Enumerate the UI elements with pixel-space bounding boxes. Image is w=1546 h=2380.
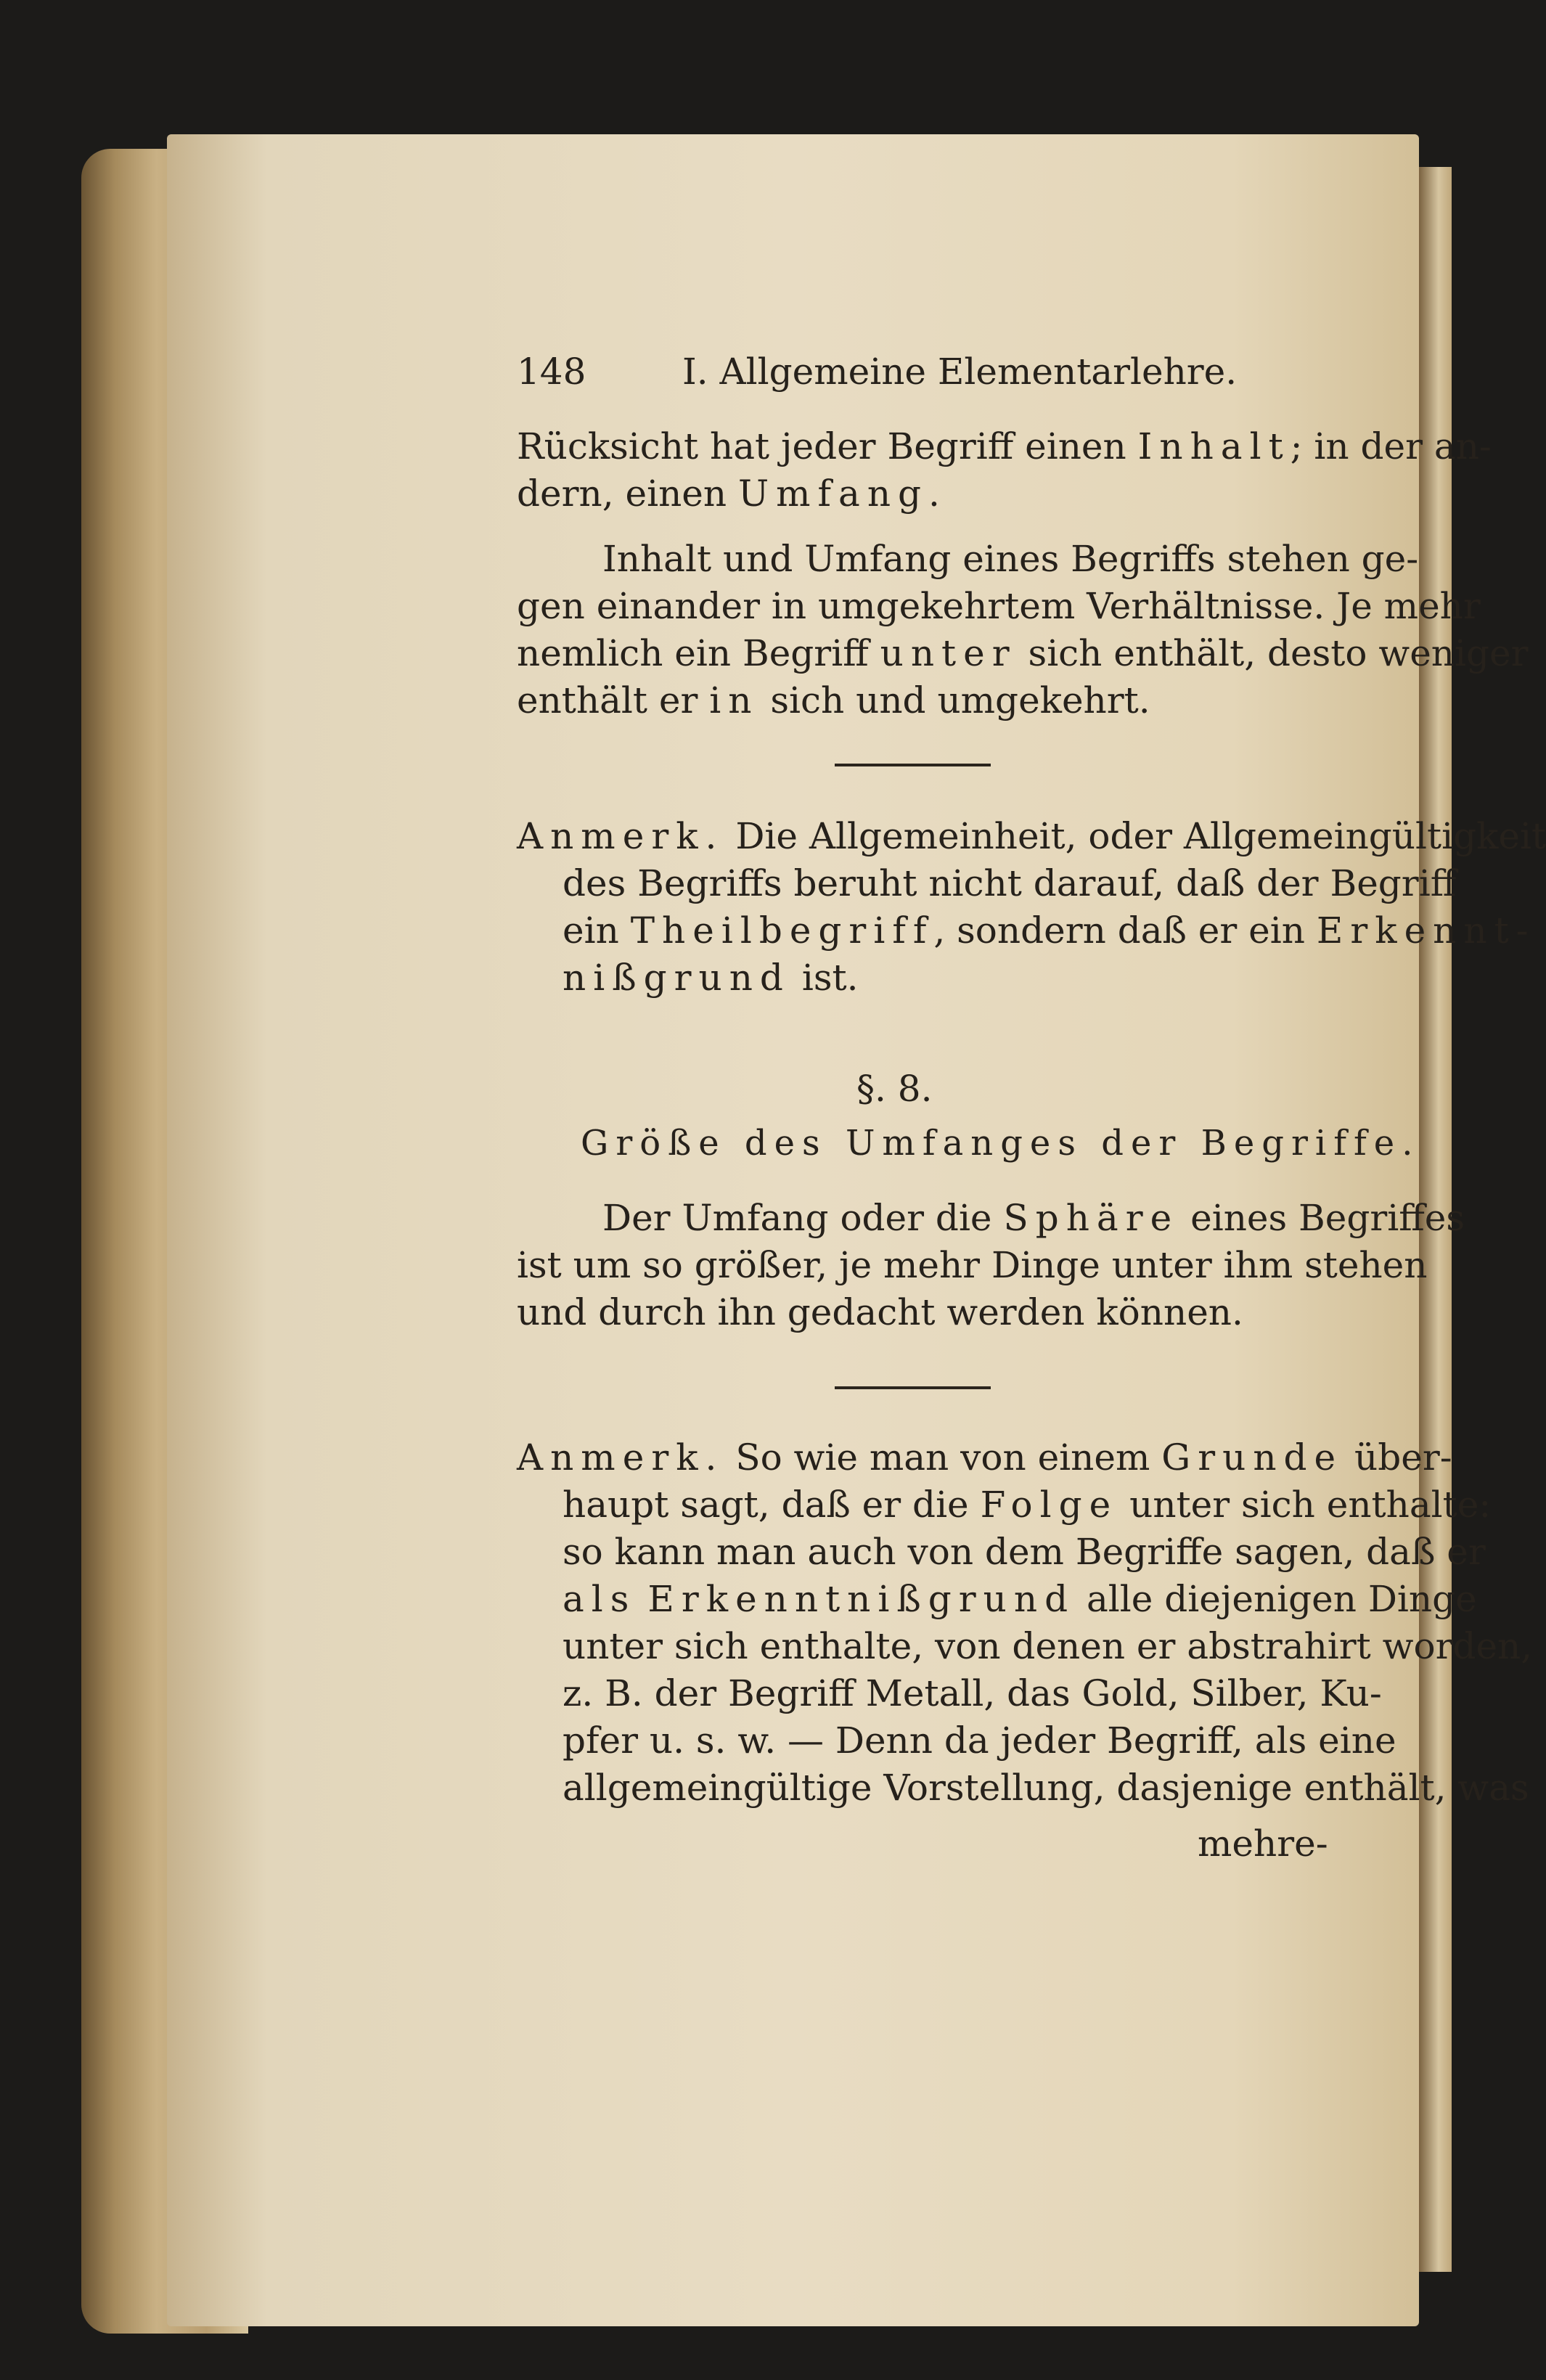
note-label: Anmerk. — [517, 815, 724, 857]
note-2-line-1 — [517, 1436, 1452, 1479]
text: eines Begriffes — [1190, 1197, 1465, 1239]
text: sich und umgekehrt. — [770, 679, 1150, 721]
emphasis: unter — [880, 632, 1017, 674]
text: So wie man von einem — [735, 1436, 1150, 1479]
text: haupt sagt, daß er die — [563, 1484, 969, 1526]
paragraph-1-line-2 — [517, 472, 940, 515]
emphasis: Folge — [980, 1484, 1118, 1526]
section-heading: Größe des Umfanges der Begriffe. — [581, 1123, 1420, 1164]
text: nemlich ein Begriff — [517, 632, 869, 674]
text: unter sich enthalte: — [1129, 1484, 1492, 1526]
emphasis: Grunde — [1161, 1436, 1343, 1479]
emphasis: Erkennt- — [1316, 909, 1536, 952]
text: ; in der an- — [1290, 425, 1492, 467]
emphasis: Sphäre — [1003, 1197, 1179, 1239]
text: . — [928, 473, 940, 515]
text: ein — [563, 909, 619, 952]
paragraph-2-line-3 — [517, 631, 1528, 675]
text: über- — [1354, 1436, 1452, 1479]
paragraph-1-line-1 — [517, 425, 1492, 468]
emphasis: Erkenntnißgrund — [647, 1578, 1076, 1620]
note-1-line-2: des Begriffs beruht nicht darauf, daß der Begriff — [563, 862, 1457, 904]
note-2-line-4 — [563, 1577, 1477, 1621]
separator-rule — [835, 1386, 991, 1389]
emphasis: Theilbegriff — [630, 909, 934, 952]
paragraph-3-line-3: und durch ihn gedacht werden können. — [517, 1291, 1243, 1333]
note-2-line-7: pfer u. s. w. — Denn da jeder Begriff, als eine — [563, 1719, 1396, 1762]
paragraph-2-line-2: gen einander in umgekehrtem Verhältnisse. Je mehr — [517, 585, 1481, 627]
paragraph-3-line-1 — [602, 1196, 1465, 1240]
emphasis: Inhalt — [1137, 425, 1291, 467]
paragraph-3-line-2: ist um so größer, je mehr Dinge unter ihm stehen — [517, 1244, 1428, 1286]
note-1-line-4 — [563, 956, 858, 999]
text: ist. — [801, 957, 859, 999]
emphasis: in — [709, 679, 759, 721]
text: sich enthält, desto weniger — [1028, 632, 1529, 674]
separator-rule — [835, 764, 991, 766]
page-number: 148 — [517, 351, 586, 393]
paragraph-2-line-1: Inhalt und Umfang eines Begriffs stehen ge- — [602, 538, 1419, 580]
text: dern, einen — [517, 473, 727, 515]
text: Rücksicht hat jeder Begriff einen — [517, 425, 1126, 467]
text: enthält er — [517, 679, 698, 721]
emphasis: Umfang — [737, 473, 929, 515]
text: Der Umfang oder die — [602, 1197, 992, 1239]
emphasis: als — [563, 1578, 637, 1620]
note-2-line-3: so kann man auch von dem Begriffe sagen, daß er — [563, 1531, 1486, 1573]
note-1-line-3 — [563, 909, 1536, 952]
note-2-line-5: unter sich enthalte, von denen er abstrahirt worden, — [563, 1625, 1533, 1667]
note-2-line-6: z. B. der Begriff Metall, das Gold, Silber, Ku- — [563, 1672, 1382, 1714]
note-1-line-1 — [517, 814, 1546, 858]
text: alle diejenigen Dinge — [1086, 1578, 1477, 1620]
emphasis: nißgrund — [563, 957, 790, 999]
catchword: mehre- — [1198, 1823, 1328, 1865]
running-title: I. Allgemeine Elementarlehre. — [682, 351, 1238, 393]
text: , sondern daß er ein — [933, 909, 1305, 952]
note-2-line-2 — [563, 1483, 1491, 1526]
paragraph-2-line-4 — [517, 679, 1150, 722]
note-2-line-8: allgemeingültige Vorstellung, dasjenige enthält, was — [563, 1767, 1529, 1809]
text: Die Allgemeinheit, oder Allgemeingültigkeit — [735, 815, 1546, 857]
section-number: §. 8. — [856, 1068, 933, 1110]
note-label: Anmerk. — [517, 1436, 724, 1479]
